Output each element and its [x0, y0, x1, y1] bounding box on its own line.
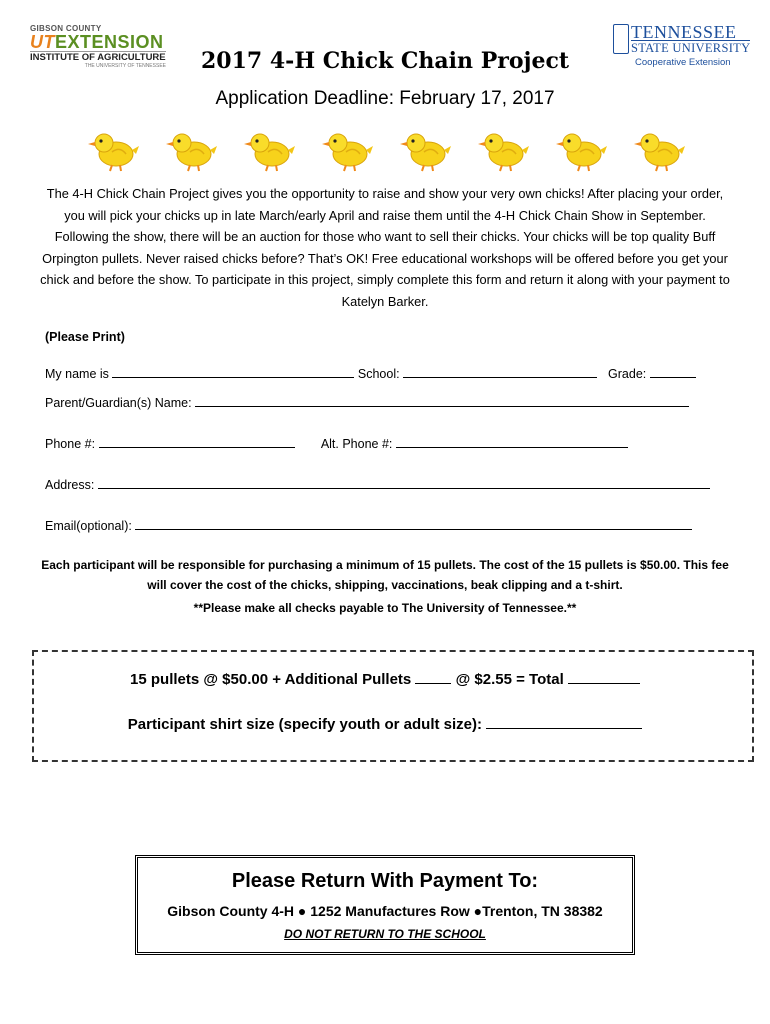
address-field[interactable]: [98, 476, 710, 489]
return-title: Please Return With Payment To:: [231, 870, 539, 892]
phone-label: Phone #:: [45, 437, 96, 451]
please-print-label: (Please Print): [45, 330, 125, 344]
intro-paragraph: The 4-H Chick Chain Project gives you the opportunity to raise and show your very own chicks! After placing your order, you will pick your chicks up in late March/early April and raise them until the 4-H Chick Chain Show in September. Following the show, there will be an auction for those who want to sell their chicks. Your chicks will be top quality Buff Orpington pullets. Never raised chicks before? That’s OK! Free educational workshops will be offered before you get your chick and before the show. To participate in this project, simply complete this form and return it along with your payment to Katelyn Barker.: [40, 186, 730, 309]
application-deadline: Application Deadline: February 17, 2017: [215, 88, 555, 109]
name-field[interactable]: [112, 365, 354, 378]
name-school-grade-row: [45, 365, 735, 381]
total-field[interactable]: [568, 670, 640, 684]
chick-icon: [322, 128, 374, 172]
chick-icon: [88, 128, 140, 172]
logo-university-text: THE UNIVERSITY OF TENNESSEE: [84, 63, 166, 69]
shirt-size-line: [0, 715, 770, 733]
pullets-order-line: [0, 670, 770, 688]
chick-icon: [244, 128, 296, 172]
address-row: [45, 476, 710, 492]
email-row: [45, 517, 692, 533]
email-field[interactable]: [135, 517, 692, 530]
school-label: School:: [357, 367, 400, 381]
chick-icon: [400, 128, 452, 172]
page-title: 2017 4-H Chick Chain Project: [200, 48, 570, 74]
payable-notice: **Please make all checks payable to The University of Tennessee.**: [193, 601, 577, 615]
email-label: Email(optional):: [45, 519, 132, 533]
chick-row: [88, 128, 698, 172]
address-label: Address:: [45, 478, 95, 492]
shirt-size-label: Participant shirt size (specify youth or adult size):: [127, 716, 483, 733]
pullets-mid: @ $2.55 = Total: [455, 671, 564, 688]
phone-field[interactable]: [99, 435, 295, 448]
tsu-logo-line3: Cooperative Extension: [635, 57, 731, 68]
chick-icon: [634, 128, 686, 172]
return-warning: DO NOT RETURN TO THE SCHOOL: [284, 927, 486, 941]
phone-row: [45, 435, 628, 451]
parent-row: [45, 394, 735, 410]
tsu-logo-line1: TENNESSEE: [631, 22, 737, 42]
logo-extension-text: UTEXTENSION: [30, 32, 164, 52]
return-address: Gibson County 4-H ● 1252 Manufactures Row ●Trenton, TN 38382: [167, 903, 603, 919]
parent-field[interactable]: [195, 394, 689, 407]
logo-institute-text: INSTITUTE OF AGRICULTURE: [30, 52, 166, 63]
logo-county-text: GIBSON COUNTY: [30, 24, 102, 33]
order-box: [32, 650, 754, 762]
chick-icon: [166, 128, 218, 172]
grade-field[interactable]: [650, 365, 696, 378]
pullets-prefix: 15 pullets @ $50.00 + Additional Pullets: [130, 671, 412, 688]
chick-icon: [478, 128, 530, 172]
cost-notice: Each participant will be responsible for purchasing a minimum of 15 pullets. The cost of the 15 pullets is $50.00. This fee will cover the cost of the chicks, shipping, vaccinations, beak clipping and a t-shirt.: [41, 558, 729, 592]
school-field[interactable]: [403, 365, 597, 378]
chick-icon: [556, 128, 608, 172]
grade-label: Grade:: [608, 367, 647, 381]
alt-phone-field[interactable]: [396, 435, 628, 448]
parent-label: Parent/Guardian(s) Name:: [45, 396, 192, 410]
alt-phone-label: Alt. Phone #:: [320, 437, 393, 451]
additional-pullets-field[interactable]: [415, 670, 451, 684]
name-label: My name is: [45, 367, 109, 381]
tsu-logo-line2: STATE UNIVERSITY: [631, 41, 751, 55]
shirt-size-field[interactable]: [486, 715, 642, 729]
